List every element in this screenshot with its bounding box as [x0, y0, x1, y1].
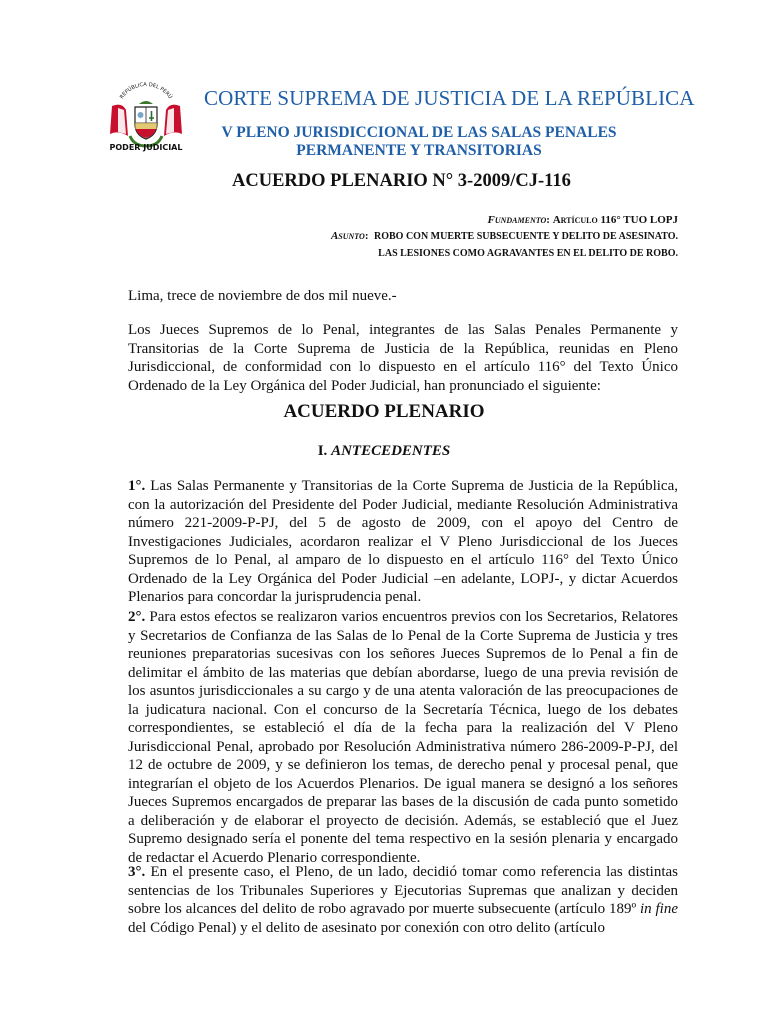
asunto-label: Asunto [330, 230, 365, 242]
acuerdo-title: ACUERDO PLENARIO N° 3-2009/CJ-116 [232, 171, 571, 191]
asunto-line: Asunto: ROBO CON MUERTE SUBSECUENTE Y DELITO DE ASESINATO. [330, 230, 678, 242]
fundamento-label: Fundamento [487, 214, 547, 226]
paragraph-1-number: 1°. [128, 478, 146, 494]
emblem-top-text: REPÚBLICA DEL PERÚ [119, 81, 173, 101]
paragraph-1 [128, 477, 678, 607]
asunto-value: ROBO CON MUERTE SUBSECUENTE Y DELITO DE ASESINATO. [374, 231, 678, 242]
pleno-title [204, 124, 634, 160]
asunto-line-2 [331, 245, 678, 262]
paragraph-3-italic: in fine [639, 901, 678, 917]
emblem-bottom-text: PODER JUDICIAL [109, 143, 183, 152]
paragraph-3-text-b: del Código Penal) y el delito de asesinato por conexión con otro delito (artículo [128, 919, 605, 936]
paragraph-1-text: Las Salas Permanente y Transitorias de la Corte Suprema de Justicia de la República, con la autorización del Presidente del Poder Judicial, mediante Resolución Administrativa número 221-2009-P-PJ, del 5 de agosto de 2009, con el apoyo del Centro de Investigaciones Judiciales, acordaron realizar el V Pleno Jurisdiccional de los Jueces Supremos de lo Penal, al amparo de lo dispuesto en el artículo 116° del Texto Único Ordenado de la Ley Orgánica del Poder Judicial –en adelante, LOPJ-, y dictar Acuerdos Plenarios para concordar la jurisprudencia penal. [128, 478, 678, 605]
fundamento-value: Artículo 116° TUO LOPJ [552, 214, 678, 226]
pleno-title-line-1: V PLENO JURISDICCIONAL DE LAS SALAS PENALES [221, 124, 617, 141]
paragraph-3 [128, 863, 678, 937]
intro-paragraph: Los Jueces Supremos de lo Penal, integrantes de las Salas Penales Permanente y Transitorias de la Corte Suprema de Justicia de la República, reunidas en Pleno Jurisdiccional, de conformidad con lo dispuesto en el artículo 116° del Texto Único Ordenado de la Ley Orgánica del Poder Judicial, han pronunciado el siguiente: [128, 322, 678, 394]
pleno-title-line-2: PERMANENTE Y TRANSITORIAS [296, 142, 542, 159]
paragraph-2 [128, 608, 678, 867]
section-title: ANTECEDENTES [331, 443, 451, 459]
paragraph-2-number: 2°. [128, 609, 146, 625]
paragraph-3-text-a: En el presente caso, el Pleno, de un lado, decidió tomar como referencia las distintas sentencias de los Tribunales Superiores y Ejecutorias Supremas que analizan y deciden sobre los alcances del delito de robo agravado por muerte subsecuente (artículo 189º [128, 864, 678, 917]
asunto-value-2: LAS LESIONES COMO AGRAVANTES EN EL DELITO DE ROBO. [378, 248, 678, 259]
poder-judicial-emblem [104, 80, 188, 160]
paragraph-3-number: 3°. [128, 864, 146, 880]
court-title: CORTE SUPREMA DE JUSTICIA DE LA REPÚBLICA [204, 86, 695, 110]
fundamento-line: Fundamento: Artículo 116° TUO LOPJ [487, 214, 678, 226]
meta-block [331, 212, 678, 262]
acuerdo-plenario-heading: ACUERDO PLENARIO [283, 401, 485, 422]
date-line: Lima, trece de noviembre de dos mil nueve.- [128, 288, 397, 304]
section-number: I. [317, 443, 328, 459]
section-heading-antecedentes [0, 443, 768, 460]
paragraph-2-text: Para estos efectos se realizaron varios encuentros previos con los Secretarios, Relatores y Secretarios de Confianza de las Salas de lo Penal de la Corte Suprema de Justicia y tres reuniones preparatorias sucesivas con los señores Jueces Supremos de lo Penal a fin de delimitar el ámbito de las materias que debían abordarse, luego de una previa revisión de los asuntos jurisdiccionales a su cargo y de una atenta valoración de las preocupaciones de la judicatura nacional. Con el concurso de la Secretaría Técnica, luego de los debates correspondientes, se estableció el día de la fecha para la realización del V Pleno Jurisdiccional Penal, aprobado por Resolución Administrativa número 286-2009-P-PJ, del 12 de octubre de 2009, y se definieron los temas, de derecho penal y procesal penal, que integrarían el objeto de los Acuerdos Plenarios. De igual manera se designó a los señores Jueces Supremos encargados de preparar las bases de la discusión de cada punto sometido a deliberación y de elaborar el proyecto de decisión. Además, se estableció que el Juez Supremo designado sería el ponente del tema respectivo en la sesión plenaria y encargado de redactar el Acuerdo Plenario correspondiente. [128, 609, 678, 866]
